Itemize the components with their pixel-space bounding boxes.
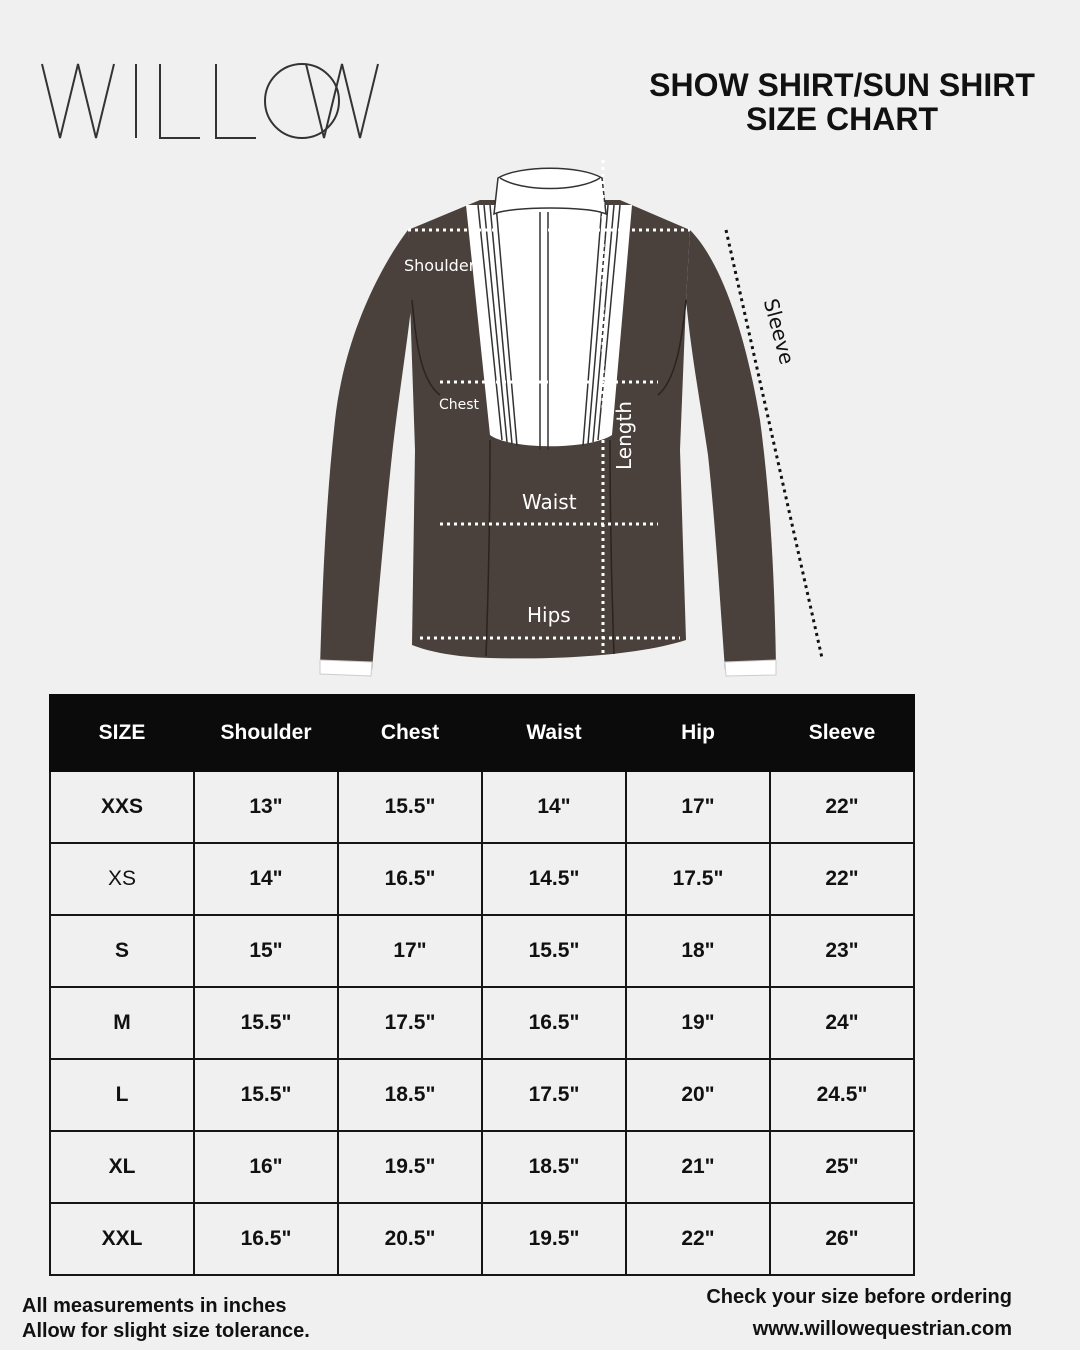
- cell-chest: 15.5": [338, 771, 482, 843]
- header-chest: Chest: [338, 695, 482, 771]
- cell-size: L: [50, 1059, 194, 1131]
- cell-waist: 14": [482, 771, 626, 843]
- cell-chest: 17.5": [338, 987, 482, 1059]
- cell-waist: 14.5": [482, 843, 626, 915]
- cell-size: S: [50, 915, 194, 987]
- header-waist: Waist: [482, 695, 626, 771]
- cell-chest: 20.5": [338, 1203, 482, 1275]
- table-row: [50, 771, 914, 843]
- table-row: [50, 987, 914, 1059]
- cell-waist: 18.5": [482, 1131, 626, 1203]
- cell-shoulder: 16": [194, 1131, 338, 1203]
- cell-sleeve: 24": [770, 987, 914, 1059]
- measurement-notes: [22, 1294, 310, 1344]
- cell-shoulder: 14": [194, 843, 338, 915]
- cell-size: XS: [50, 843, 194, 915]
- cell-hip: 17": [626, 771, 770, 843]
- title-line-2: SIZE CHART: [746, 101, 938, 137]
- cell-sleeve: 22": [770, 843, 914, 915]
- cell-sleeve: 23": [770, 915, 914, 987]
- cell-waist: 15.5": [482, 915, 626, 987]
- cell-hip: 22": [626, 1203, 770, 1275]
- cell-shoulder: 16.5": [194, 1203, 338, 1275]
- page-title: [630, 68, 1054, 136]
- cell-chest: 16.5": [338, 843, 482, 915]
- header-size: SIZE: [50, 695, 194, 771]
- cell-hip: 20": [626, 1059, 770, 1131]
- cell-size: XL: [50, 1131, 194, 1203]
- header-sleeve: Sleeve: [770, 695, 914, 771]
- cell-shoulder: 13": [194, 771, 338, 843]
- willow-logo: [40, 60, 380, 144]
- cell-size: XXL: [50, 1203, 194, 1275]
- cell-shoulder: 15.5": [194, 987, 338, 1059]
- cell-size: XXS: [50, 771, 194, 843]
- note-inches: All measurements in inches: [22, 1295, 287, 1317]
- table-row: [50, 1203, 914, 1275]
- chest-label: Chest: [439, 397, 480, 413]
- cell-sleeve: 25": [770, 1131, 914, 1203]
- cell-hip: 21": [626, 1131, 770, 1203]
- cell-size: M: [50, 987, 194, 1059]
- cell-waist: 19.5": [482, 1203, 626, 1275]
- cell-chest: 18.5": [338, 1059, 482, 1131]
- table-row: [50, 915, 914, 987]
- cell-sleeve: 24.5": [770, 1059, 914, 1131]
- footer-info: [660, 1281, 1012, 1345]
- check-size-text: Check your size before ordering: [706, 1286, 1012, 1308]
- website-link[interactable]: www.willowequestrian.com: [752, 1318, 1012, 1340]
- cell-waist: 16.5": [482, 987, 626, 1059]
- table-row: [50, 1059, 914, 1131]
- hips-label: Hips: [527, 603, 571, 627]
- cell-hip: 19": [626, 987, 770, 1059]
- cell-chest: 19.5": [338, 1131, 482, 1203]
- cell-chest: 17": [338, 915, 482, 987]
- cell-hip: 17.5": [626, 843, 770, 915]
- shoulder-label: Shoulder: [404, 256, 476, 275]
- cell-shoulder: 15.5": [194, 1059, 338, 1131]
- header-shoulder: Shoulder: [194, 695, 338, 771]
- table-header-row: [50, 695, 914, 771]
- title-line-1: SHOW SHIRT/SUN SHIRT: [649, 67, 1035, 103]
- header-hip: Hip: [626, 695, 770, 771]
- size-chart-table: [49, 694, 915, 1276]
- table-row: [50, 1131, 914, 1203]
- note-tolerance: Allow for slight size tolerance.: [22, 1320, 310, 1342]
- cell-hip: 18": [626, 915, 770, 987]
- cell-shoulder: 15": [194, 915, 338, 987]
- cell-sleeve: 26": [770, 1203, 914, 1275]
- length-label: Length: [612, 401, 636, 470]
- table-row: [50, 843, 914, 915]
- sleeve-label: Sleeve: [758, 296, 800, 367]
- cell-sleeve: 22": [770, 771, 914, 843]
- cell-waist: 17.5": [482, 1059, 626, 1131]
- waist-label: Waist: [522, 490, 577, 514]
